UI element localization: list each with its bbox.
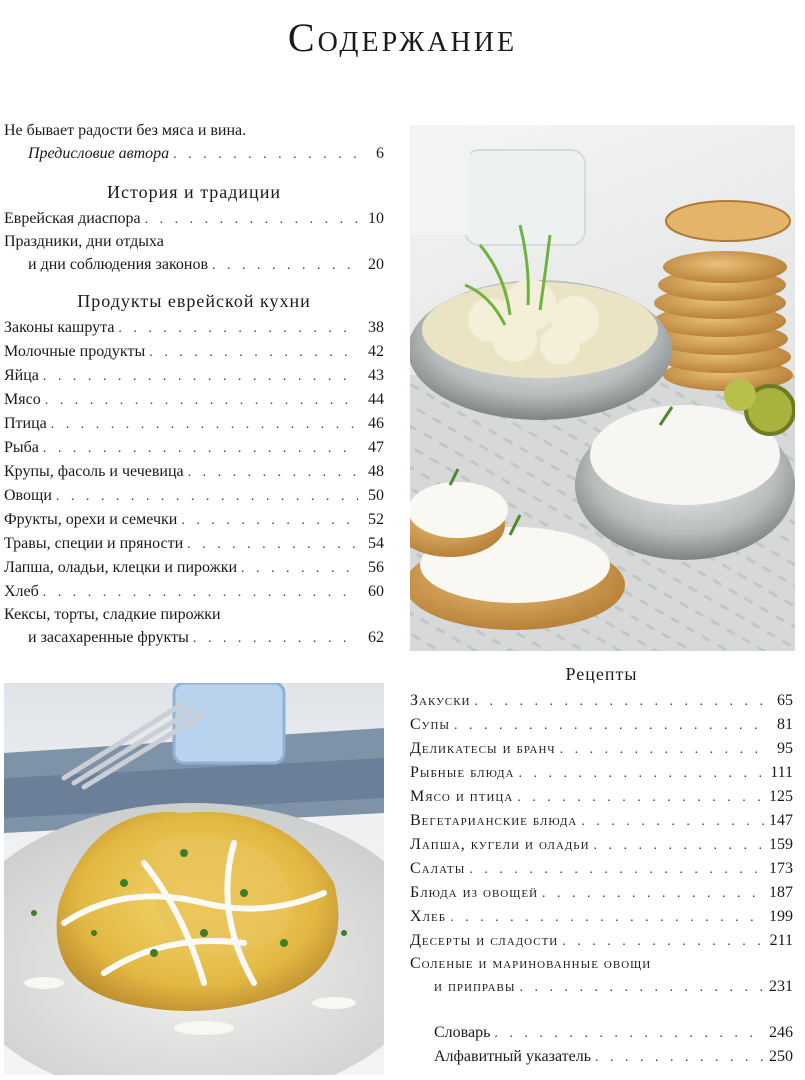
leader-dots xyxy=(51,413,358,437)
toc-entry-label: Закуски xyxy=(410,692,471,709)
toc-page-number: 42 xyxy=(368,343,384,360)
toc-page-number: 60 xyxy=(368,583,384,600)
leader-dots xyxy=(542,882,765,906)
toc-page-number: 50 xyxy=(368,487,384,504)
toc-entry-label: Мясо и птица xyxy=(410,788,514,805)
toc-entry-label-line1: Кексы, торты, сладкие пирожки xyxy=(4,606,221,623)
toc-entry-label: Еврейская диаспора xyxy=(4,210,141,227)
leader-dots xyxy=(212,254,358,278)
toc-page-number: 173 xyxy=(769,860,793,877)
toc-page-number: 147 xyxy=(769,812,793,829)
toc-entry[interactable] xyxy=(4,580,384,604)
leader-dots xyxy=(519,762,767,786)
toc-entry-label: Десерты и сладости xyxy=(410,932,559,949)
toc-entry-label: Законы кашрута xyxy=(4,319,115,336)
toc-entry-label: Соленые и маринованные овощи xyxy=(410,955,652,972)
toc-entry[interactable] xyxy=(410,881,793,905)
toc-entry-label: Лапша, кугели и оладьи xyxy=(410,836,590,853)
leader-dots xyxy=(181,509,358,533)
toc-entry[interactable] xyxy=(410,689,793,713)
toc-entry-label: Словарь xyxy=(434,1024,491,1041)
toc-page-number: 211 xyxy=(769,932,793,949)
toc-entry-label: Фрукты, орехи и семечки xyxy=(4,511,178,528)
toc-entry-label: Салаты xyxy=(410,860,466,877)
toc-page-number: 250 xyxy=(769,1048,793,1065)
toc-entry[interactable] xyxy=(4,460,384,484)
toc-page-number: 46 xyxy=(368,415,384,432)
toc-page-number: 95 xyxy=(777,740,793,757)
toc-entry[interactable] xyxy=(4,556,384,580)
toc-entry[interactable] xyxy=(410,833,793,857)
leader-dots xyxy=(519,976,765,1000)
ravioli-photo xyxy=(4,683,384,1075)
toc-entry[interactable] xyxy=(410,929,793,953)
ravioli-illustration xyxy=(4,683,384,1075)
toc-entry-label: Травы, специи и пряности xyxy=(4,535,184,552)
toc-entry-label-line1: Праздники, дни отдыха xyxy=(4,233,164,250)
toc-page-number: 52 xyxy=(368,511,384,528)
toc-entry-label: Мясо xyxy=(4,391,41,408)
leader-dots xyxy=(581,810,765,834)
toc-entry-label: Хлеб xyxy=(4,583,39,600)
toc-page-number: 62 xyxy=(368,629,384,646)
toc-entry-label: Овощи xyxy=(4,487,52,504)
toc-page-number: 38 xyxy=(368,319,384,336)
leader-dots xyxy=(595,1046,765,1070)
leader-dots xyxy=(474,690,767,714)
toc-page-number: 54 xyxy=(368,535,384,552)
toc-page-number: 48 xyxy=(368,463,384,480)
toc-entry-label: и дни соблюдения законов xyxy=(28,256,209,273)
toc-entry[interactable] xyxy=(4,436,384,460)
toc-page-number: 231 xyxy=(769,978,793,995)
leader-dots xyxy=(241,557,358,581)
toc-page-number: 246 xyxy=(769,1024,793,1041)
page-title: Содержание xyxy=(287,15,518,60)
toc-entry[interactable] xyxy=(4,388,384,412)
toc-entry[interactable] xyxy=(410,857,793,881)
leader-dots xyxy=(560,738,767,762)
leader-dots xyxy=(145,208,358,232)
toc-entry[interactable] xyxy=(4,532,384,556)
toc-entry-label: Яйца xyxy=(4,367,39,384)
leader-dots xyxy=(56,485,358,509)
toc-page-number: 43 xyxy=(368,367,384,384)
toc-entry[interactable] xyxy=(4,508,384,532)
toc-page-number: 111 xyxy=(770,764,793,781)
toc-page-number: 65 xyxy=(777,692,793,709)
toc-page-number: 159 xyxy=(769,836,793,853)
toc-page-number: 10 xyxy=(368,210,384,227)
toc-entry-label: Предисловие автора xyxy=(28,145,170,162)
leader-dots xyxy=(193,627,358,651)
toc-entry-index[interactable] xyxy=(410,1045,793,1069)
toc-entry-label: Хлеб xyxy=(410,908,447,925)
toc-page-number: 44 xyxy=(368,391,384,408)
toc-entry-preface[interactable] xyxy=(4,142,384,166)
leader-dots xyxy=(43,437,358,461)
toc-page-number: 47 xyxy=(368,439,384,456)
toc-entry-label: Алфавитный указатель xyxy=(434,1048,592,1065)
leader-dots xyxy=(494,1022,765,1046)
leader-dots xyxy=(45,389,358,413)
toc-entry-glossary[interactable] xyxy=(410,1021,793,1045)
leader-dots xyxy=(187,533,358,557)
toc-entry[interactable] xyxy=(4,253,384,277)
leader-dots xyxy=(118,317,358,341)
section-heading-products: Продукты еврейской кухни xyxy=(77,291,311,311)
intro-line: Не бывает радости без мяса и вина. xyxy=(4,122,247,139)
leader-dots xyxy=(43,365,358,389)
toc-entry-label: Блюда из овощей xyxy=(410,884,539,901)
toc-page-number: 187 xyxy=(769,884,793,901)
toc-left-column xyxy=(4,120,384,650)
leader-dots xyxy=(454,714,767,738)
toc-entry-label: Деликатесы и бранч xyxy=(410,740,556,757)
toc-page-number: 6 xyxy=(376,145,384,162)
toc-entry[interactable] xyxy=(4,412,384,436)
toc-entry-label: Птица xyxy=(4,415,47,432)
toc-entry-label: и засахаренные фрукты xyxy=(28,629,189,646)
toc-entry[interactable] xyxy=(410,737,793,761)
toc-entry-label: Вегетарианские блюда xyxy=(410,812,578,829)
toc-entry[interactable] xyxy=(4,364,384,388)
appetizer-photo xyxy=(410,125,795,651)
toc-entry-label-line1 xyxy=(410,953,793,975)
leader-dots xyxy=(43,581,358,605)
toc-right-column xyxy=(410,664,793,1069)
toc-entry[interactable] xyxy=(410,809,793,833)
toc-entry-label: Рыба xyxy=(4,439,39,456)
toc-entry[interactable] xyxy=(410,905,793,929)
leader-dots xyxy=(469,858,765,882)
appetizer-illustration xyxy=(410,125,795,651)
leader-dots xyxy=(450,906,765,930)
section-heading-history: История и традиции xyxy=(107,182,281,202)
toc-entry[interactable] xyxy=(4,626,384,650)
leader-dots xyxy=(562,930,765,954)
toc-entry[interactable] xyxy=(410,975,793,999)
toc-page-number: 81 xyxy=(777,716,793,733)
section-heading-recipes: Рецепты xyxy=(565,664,638,684)
toc-entry[interactable] xyxy=(410,785,793,809)
leader-dots xyxy=(594,834,765,858)
toc-entry-label: Лапша, оладьи, клецки и пирожки xyxy=(4,559,238,576)
toc-entry[interactable] xyxy=(410,761,793,785)
leader-dots xyxy=(173,143,358,167)
toc-page-number: 20 xyxy=(368,256,384,273)
toc-page-number: 199 xyxy=(769,908,793,925)
toc-entry[interactable] xyxy=(4,484,384,508)
toc-entry-label: и приправы xyxy=(434,978,516,995)
toc-entry[interactable] xyxy=(4,207,384,231)
toc-page-number: 56 xyxy=(368,559,384,576)
leader-dots xyxy=(149,341,358,365)
toc-entry-label: Рыбные блюда xyxy=(410,764,515,781)
leader-dots xyxy=(517,786,765,810)
toc-entry[interactable] xyxy=(4,316,384,340)
toc-entry-label: Крупы, фасоль и чечевица xyxy=(4,463,184,480)
toc-entry[interactable] xyxy=(4,340,384,364)
toc-entry-label: Супы xyxy=(410,716,450,733)
toc-entry-label: Молочные продукты xyxy=(4,343,146,360)
toc-page-number: 125 xyxy=(769,788,793,805)
toc-entry[interactable] xyxy=(410,713,793,737)
leader-dots xyxy=(188,461,358,485)
